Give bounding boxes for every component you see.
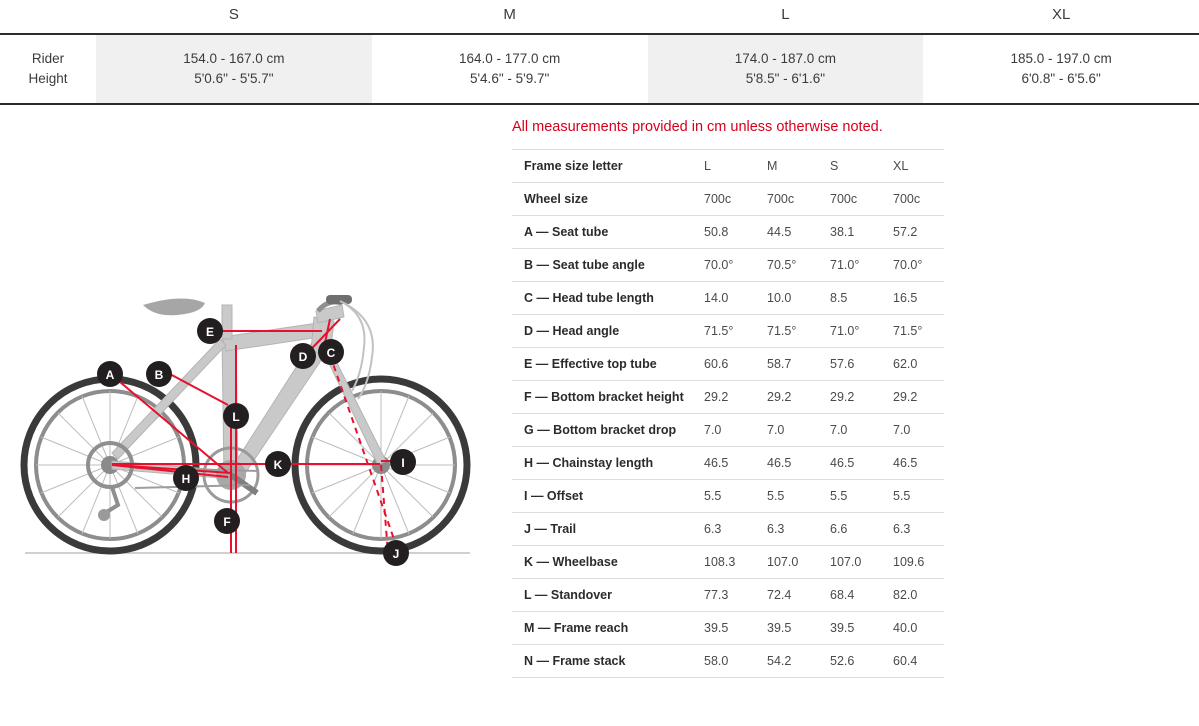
callout-k	[265, 451, 291, 477]
table-row	[512, 183, 944, 216]
spec-value-seat-tube-angle-xl: 70.0°	[881, 249, 944, 282]
svg-text:H: H	[181, 472, 191, 486]
measurement-note: All measurements provided in cm unless otherwise noted.	[512, 119, 883, 135]
rider-height-imperial-l: 5'8.5" - 6'1.6"	[745, 71, 826, 86]
table-row	[512, 414, 944, 447]
spec-value-effective-top-tube-l: 60.6	[692, 348, 755, 381]
spec-value-seat-tube-xl: 57.2	[881, 216, 944, 249]
callout-b	[146, 361, 172, 387]
rider-height-metric-s: 154.0 - 167.0 cm	[183, 51, 285, 66]
spec-value-bottom-bracket-height-s: 29.2	[818, 381, 881, 414]
spec-value-frame-size-letter-m: M	[755, 150, 818, 183]
spec-value-head-angle-xl: 71.5°	[881, 315, 944, 348]
spec-value-frame-reach-m: 39.5	[755, 612, 818, 645]
callout-h	[173, 465, 199, 491]
spec-label-effective-top-tube: E — Effective top tube	[512, 348, 692, 381]
spec-value-frame-size-letter-s: S	[818, 150, 881, 183]
geometry-spec-table	[512, 149, 944, 678]
spec-value-effective-top-tube-xl: 62.0	[881, 348, 944, 381]
svg-text:I: I	[401, 456, 405, 470]
geometry-spec-pane	[500, 105, 1199, 700]
svg-text:A: A	[105, 368, 115, 382]
spec-value-frame-stack-xl: 60.4	[881, 645, 944, 678]
spec-value-frame-reach-xl: 40.0	[881, 612, 944, 645]
rider-height-label	[0, 34, 96, 104]
spec-value-seat-tube-angle-l: 70.0°	[692, 249, 755, 282]
size-header-xl: XL	[923, 0, 1199, 34]
spec-value-frame-stack-s: 52.6	[818, 645, 881, 678]
table-row	[512, 150, 944, 183]
spec-label-head-tube-length: C — Head tube length	[512, 282, 692, 315]
spec-value-seat-tube-m: 44.5	[755, 216, 818, 249]
spec-value-chainstay-length-s: 46.5	[818, 447, 881, 480]
spec-value-trail-l: 6.3	[692, 513, 755, 546]
spec-value-offset-l: 5.5	[692, 480, 755, 513]
svg-text:L: L	[232, 410, 240, 424]
spec-label-offset: I — Offset	[512, 480, 692, 513]
rider-height-metric-m: 164.0 - 177.0 cm	[458, 51, 561, 66]
rider-height-cell-s	[96, 34, 372, 104]
spec-value-frame-size-letter-xl: XL	[881, 150, 944, 183]
svg-text:K: K	[273, 458, 283, 472]
spec-label-frame-reach: M — Frame reach	[512, 612, 692, 645]
spec-value-frame-reach-s: 39.5	[818, 612, 881, 645]
table-row	[512, 348, 944, 381]
callout-a	[97, 361, 123, 387]
spec-value-offset-xl: 5.5	[881, 480, 944, 513]
bike-geometry-icon	[0, 105, 500, 605]
table-row	[512, 249, 944, 282]
spec-label-bottom-bracket-drop: G — Bottom bracket drop	[512, 414, 692, 447]
table-row	[512, 546, 944, 579]
spec-value-wheelbase-xl: 109.6	[881, 546, 944, 579]
table-row	[512, 612, 944, 645]
spec-label-chainstay-length: H — Chainstay length	[512, 447, 692, 480]
callout-i	[390, 449, 416, 475]
svg-text:J: J	[392, 547, 400, 561]
table-row	[512, 216, 944, 249]
spec-value-seat-tube-angle-m: 70.5°	[755, 249, 818, 282]
size-table-head	[0, 0, 1199, 34]
svg-text:D: D	[298, 350, 308, 364]
spec-value-bottom-bracket-height-m: 29.2	[755, 381, 818, 414]
rider-height-row	[0, 34, 1199, 104]
spec-label-frame-size-letter: Frame size letter	[512, 150, 692, 183]
table-row	[512, 579, 944, 612]
spec-value-standover-l: 77.3	[692, 579, 755, 612]
spec-value-head-tube-length-m: 10.0	[755, 282, 818, 315]
spec-value-chainstay-length-xl: 46.5	[881, 447, 944, 480]
spec-value-chainstay-length-m: 46.5	[755, 447, 818, 480]
spec-label-frame-stack: N — Frame stack	[512, 645, 692, 678]
table-row	[512, 282, 944, 315]
geometry-content	[0, 105, 1199, 700]
spec-label-seat-tube-angle: B — Seat tube angle	[512, 249, 692, 282]
spec-value-bottom-bracket-drop-xl: 7.0	[881, 414, 944, 447]
bike-diagram	[0, 105, 500, 700]
spec-value-bottom-bracket-height-xl: 29.2	[881, 381, 944, 414]
spec-value-trail-xl: 6.3	[881, 513, 944, 546]
rider-height-metric-xl: 185.0 - 197.0 cm	[1010, 51, 1112, 66]
spec-label-head-angle: D — Head angle	[512, 315, 692, 348]
spec-value-effective-top-tube-m: 58.7	[755, 348, 818, 381]
rider-height-table	[0, 0, 1199, 105]
spec-value-offset-s: 5.5	[818, 480, 881, 513]
spec-value-standover-s: 68.4	[818, 579, 881, 612]
spec-value-frame-reach-l: 39.5	[692, 612, 755, 645]
svg-text:B: B	[154, 368, 164, 382]
table-row	[512, 480, 944, 513]
rider-height-cell-l	[648, 34, 924, 104]
size-header-blank	[0, 0, 96, 34]
table-row	[512, 447, 944, 480]
spec-value-wheelbase-s: 107.0	[818, 546, 881, 579]
spec-value-bottom-bracket-drop-m: 7.0	[755, 414, 818, 447]
spec-value-effective-top-tube-s: 57.6	[818, 348, 881, 381]
size-table-body	[0, 34, 1199, 104]
spec-value-head-tube-length-s: 8.5	[818, 282, 881, 315]
spec-label-wheelbase: K — Wheelbase	[512, 546, 692, 579]
size-header-s: S	[96, 0, 372, 34]
callout-f	[214, 508, 240, 534]
rider-height-cell-m	[372, 34, 648, 104]
size-table-header-row	[0, 0, 1199, 34]
spec-value-frame-stack-l: 58.0	[692, 645, 755, 678]
table-row	[512, 315, 944, 348]
spec-label-wheel-size: Wheel size	[512, 183, 692, 216]
svg-text:C: C	[326, 346, 336, 360]
rider-height-imperial-xl: 6'0.8" - 6'5.6"	[1021, 71, 1101, 86]
table-row	[512, 381, 944, 414]
spec-value-wheelbase-m: 107.0	[755, 546, 818, 579]
size-header-l: L	[648, 0, 924, 34]
rider-height-label-line-1: Rider	[31, 51, 65, 66]
rider-height-cell-xl	[923, 34, 1199, 104]
rider-height-imperial-s: 5'0.6" - 5'5.7"	[194, 71, 274, 86]
spec-value-frame-stack-m: 54.2	[755, 645, 818, 678]
spec-value-standover-m: 72.4	[755, 579, 818, 612]
spec-value-head-angle-l: 71.5°	[692, 315, 755, 348]
spec-value-head-tube-length-l: 14.0	[692, 282, 755, 315]
spec-value-standover-xl: 82.0	[881, 579, 944, 612]
spec-value-offset-m: 5.5	[755, 480, 818, 513]
spec-value-seat-tube-angle-s: 71.0°	[818, 249, 881, 282]
callout-l	[223, 403, 249, 429]
callout-j	[383, 540, 409, 566]
geometry-spec-body	[512, 150, 944, 678]
spec-label-trail: J — Trail	[512, 513, 692, 546]
spec-label-standover: L — Standover	[512, 579, 692, 612]
spec-value-bottom-bracket-height-l: 29.2	[692, 381, 755, 414]
table-row	[512, 645, 944, 678]
callout-e	[197, 318, 223, 344]
spec-value-wheel-size-l: 700c	[692, 183, 755, 216]
spec-value-bottom-bracket-drop-l: 7.0	[692, 414, 755, 447]
spec-value-frame-size-letter-l: L	[692, 150, 755, 183]
size-header-m: M	[372, 0, 648, 34]
spec-value-seat-tube-l: 50.8	[692, 216, 755, 249]
spec-value-head-tube-length-xl: 16.5	[881, 282, 944, 315]
spec-value-trail-m: 6.3	[755, 513, 818, 546]
spec-value-wheel-size-xl: 700c	[881, 183, 944, 216]
rider-height-label-line-2: Height	[28, 71, 68, 86]
spec-label-bottom-bracket-height: F — Bottom bracket height	[512, 381, 692, 414]
spec-value-bottom-bracket-drop-s: 7.0	[818, 414, 881, 447]
spec-value-wheel-size-m: 700c	[755, 183, 818, 216]
svg-text:F: F	[223, 515, 231, 529]
svg-text:E: E	[205, 325, 215, 339]
table-row	[512, 513, 944, 546]
spec-value-head-angle-s: 71.0°	[818, 315, 881, 348]
spec-value-trail-s: 6.6	[818, 513, 881, 546]
spec-value-chainstay-length-l: 46.5	[692, 447, 755, 480]
callout-d	[290, 343, 316, 369]
callout-c	[318, 339, 344, 365]
spec-value-head-angle-m: 71.5°	[755, 315, 818, 348]
spec-label-seat-tube: A — Seat tube	[512, 216, 692, 249]
spec-value-seat-tube-s: 38.1	[818, 216, 881, 249]
spec-value-wheel-size-s: 700c	[818, 183, 881, 216]
rider-height-imperial-m: 5'4.6" - 5'9.7"	[469, 71, 550, 86]
rider-height-metric-l: 174.0 - 187.0 cm	[734, 51, 837, 66]
spec-value-wheelbase-l: 108.3	[692, 546, 755, 579]
